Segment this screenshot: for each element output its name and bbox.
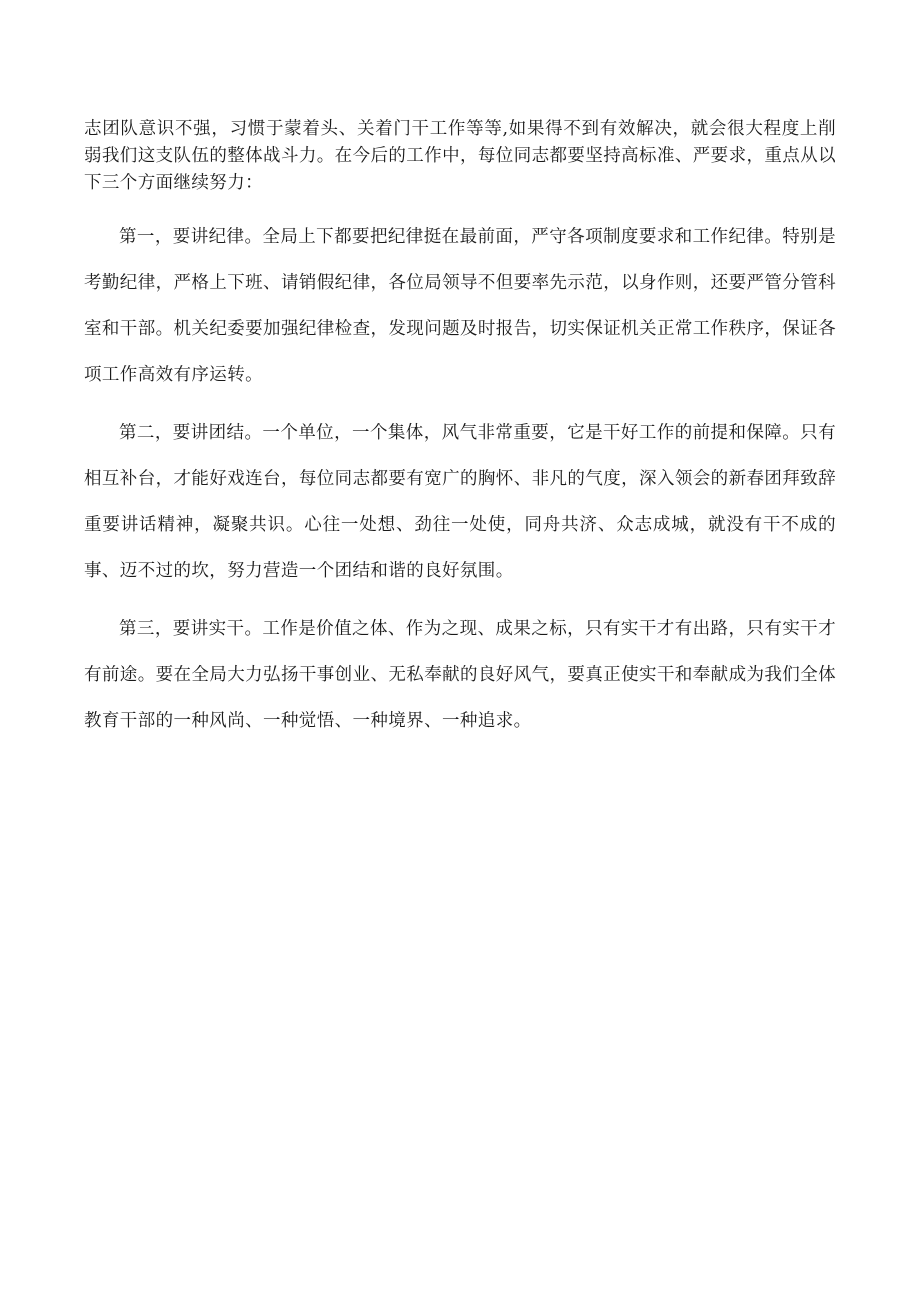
paragraph-continuation: 志团队意识不强，习惯于蒙着头、关着门干工作等等,如果得不到有效解决，就会很大程度上削弱我们这支队伍的整体战斗力。在今后的工作中，每位同志都要坚持高标准、严要求，重点从以下三个方面继续努力： <box>84 119 836 193</box>
paragraph-discipline: 第一，要讲纪律。全局上下都要把纪律挺在最前面，严守各项制度要求和工作纪律。特别是考勤纪律，严格上下班、请销假纪律，各位局领导不但要率先示范，以身作则，还要严管分管科室和干部。机关纪委要加强纪律检查，发现问题及时报告，切实保证机关正常工作秩序，保证各项工作高效有序运转。 <box>84 227 836 385</box>
paragraph-unity: 第二，要讲团结。一个单位，一个集体，风气非常重要，它是干好工作的前提和保障。只有相互补台，才能好戏连台，每位同志都要有宽广的胸怀、非凡的气度，深入领会的新春团拜致辞重要讲话精神，凝聚共识。心往一处想、劲往一处使，同舟共济、众志成城，就没有干不成的事、迈不过的坎，努力营造一个团结和谐的良好氛围。 <box>84 423 836 581</box>
paragraph-hard-work: 第三，要讲实干。工作是价值之体、作为之现、成果之标，只有实干才有出路，只有实干才有前途。要在全局大力弘扬干事创业、无私奉献的良好风气，要真正使实干和奉献成为我们全体教育干部的一种风尚、一种觉悟、一种境界、一种追求。 <box>84 619 836 731</box>
document-body <box>84 116 836 744</box>
